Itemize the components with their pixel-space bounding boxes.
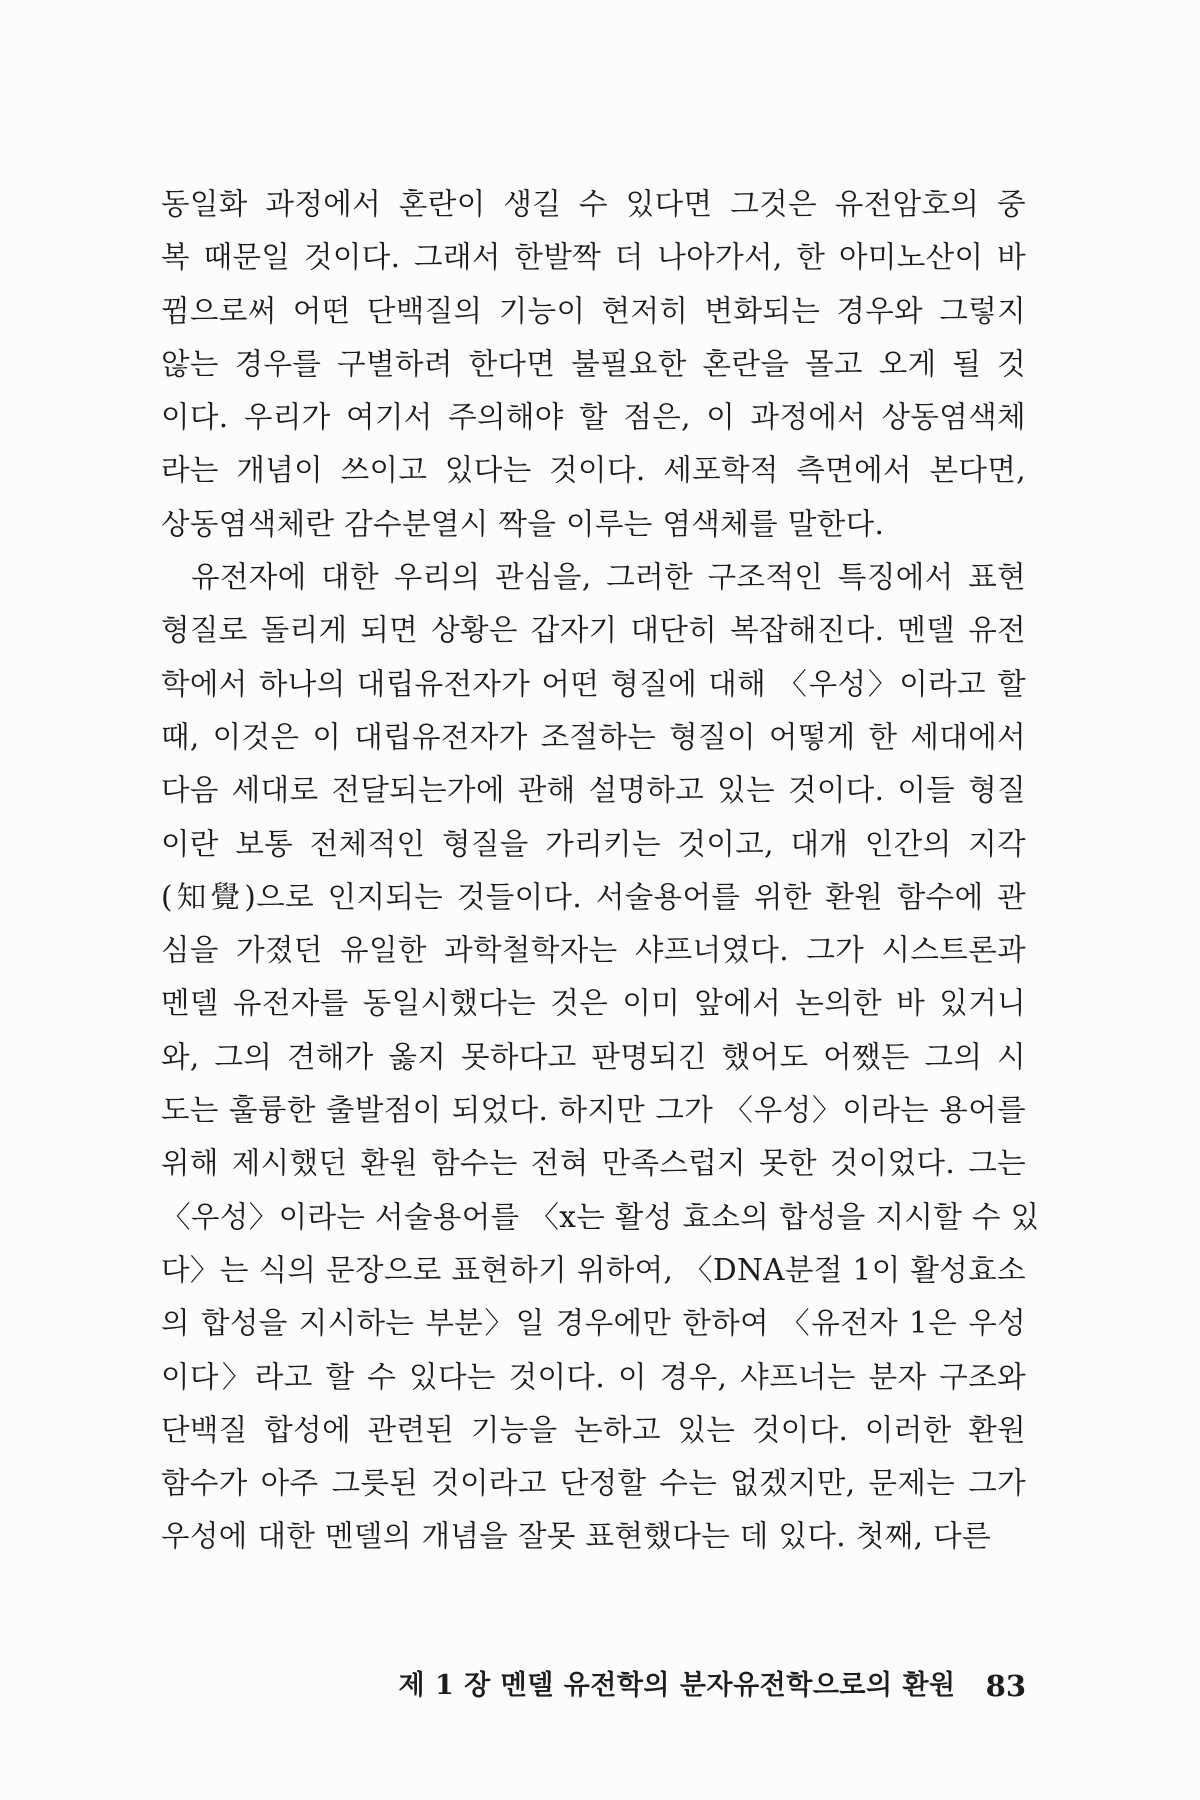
text-line: 않는 경우를 구별하려 한다면 불필요한 혼란을 몰고 오게 될 것 — [161, 346, 1026, 381]
text-line: 도는 훌륭한 출발점이 되었다. 하지만 그가 〈우성〉이라는 용어를 — [161, 1093, 1026, 1128]
text-line: 〈우성〉이라는 서술용어를 〈x는 활성 효소의 합성을 지시할 수 있 — [161, 1199, 1040, 1234]
text-line: 위해 제시했던 환원 함수는 전혀 만족스럽지 못한 것이었다. 그는 — [161, 1146, 1026, 1181]
text-line: 우성에 대한 멘델의 개념을 잘못 표현했다는 데 있다. 첫째, 다른 — [161, 1519, 991, 1554]
text-line: 때, 이것은 이 대립유전자가 조절하는 형질이 어떻게 한 세대에서 — [161, 719, 1026, 754]
text-line: 복 때문일 것이다. 그래서 한발짝 더 나아가서, 한 아미노산이 바 — [161, 240, 1026, 275]
text-line: 동일화 과정에서 혼란이 생길 수 있다면 그것은 유전암호의 중 — [161, 187, 1026, 221]
text-line: 뀜으로써 어떤 단백질의 기능이 현저히 변화되는 경우와 그렇지 — [161, 293, 1026, 328]
text-line: 라는 개념이 쓰이고 있다는 것이다. 세포학적 측면에서 본다면, — [161, 453, 1026, 488]
page-footer — [380, 1666, 1026, 1706]
text-line: 이란 보통 전체적인 형질을 가리키는 것이고, 대개 인간의 지각 — [161, 826, 1026, 861]
text-line: 형질로 돌리게 되면 상황은 갑자기 대단히 복잡해진다. 멘델 유전 — [161, 613, 1026, 648]
text-line: 심을 가졌던 유일한 과학철학자는 샤프너였다. 그가 시스트론과 — [161, 933, 1026, 968]
text-line: 멘델 유전자를 동일시했다는 것은 이미 앞에서 논의한 바 있거니 — [161, 986, 1026, 1021]
text-line: 상동염색체란 감수분열시 짝을 이루는 염색체를 말한다. — [161, 506, 885, 541]
paragraph — [161, 178, 1026, 551]
page-number: 83 — [985, 1669, 1026, 1703]
text-line: 학에서 하나의 대립유전자가 어떤 형질에 대해 〈우성〉이라고 할 — [161, 666, 1026, 701]
text-line: (知覺)으로 인지되는 것들이다. 서술용어를 위한 환원 함수에 관 — [161, 879, 1026, 914]
text-line: 와, 그의 견해가 옳지 못하다고 판명되긴 했어도 어쨌든 그의 시 — [161, 1039, 1026, 1074]
text-line: 함수가 아주 그릇된 것이라고 단정할 수는 없겠지만, 문제는 그가 — [161, 1466, 1026, 1501]
running-head: 제 1 장 멘델 유전학의 분자유전학으로의 환원 — [398, 1670, 956, 1701]
body-text — [161, 178, 1040, 1564]
text-line: 단백질 합성에 관련된 기능을 논하고 있는 것이다. 이러한 환원 — [161, 1412, 1026, 1447]
text-line: 이다. 우리가 여기서 주의해야 할 점은, 이 과정에서 상동염색체 — [161, 400, 1026, 435]
text-line: 다음 세대로 전달되는가에 관해 설명하고 있는 것이다. 이들 형질 — [161, 773, 1026, 808]
text-line: 다〉는 식의 문장으로 표현하기 위하여, 〈DNA분절 1이 활성효소 — [161, 1252, 1026, 1287]
text-line: 이다〉라고 할 수 있다는 것이다. 이 경우, 샤프너는 분자 구조와 — [161, 1359, 1026, 1394]
text-line: 의 합성을 지시하는 부분〉일 경우에만 한하여 〈유전자 1은 우성 — [161, 1306, 1026, 1341]
text-line: 유전자에 대한 우리의 관심을, 그러한 구조적인 특징에서 표현 — [191, 560, 1026, 595]
paragraph — [161, 551, 1040, 1564]
